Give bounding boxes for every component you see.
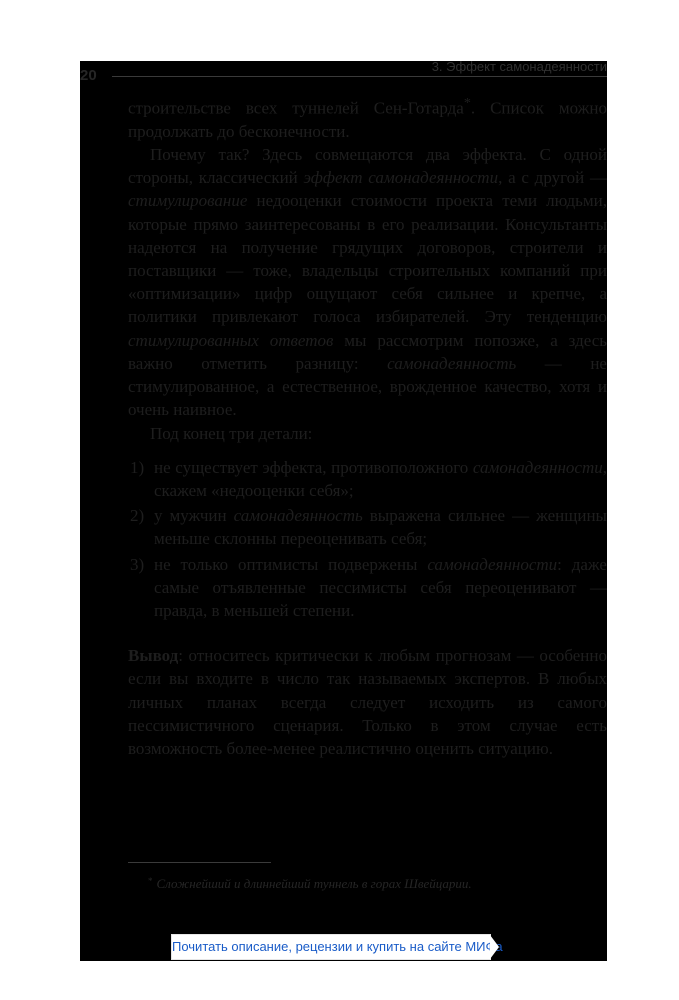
- paragraph-3: Под конец три детали:: [150, 423, 313, 443]
- book-page: [80, 61, 607, 961]
- footnote-ref: *: [463, 95, 471, 111]
- footnote-rule: [128, 862, 271, 863]
- detail-list: [128, 456, 607, 622]
- page-number: 20: [80, 67, 97, 84]
- header-rule: [112, 76, 607, 77]
- paragraph-2: Почему так? Здесь совмещаются два эффекта. С одной стороны, классический эффект самонадеянности, а с другой — стимулирование недооценки стоимости проекта теми людьми, которые прямо заинтересованы в его реализации. Консультанты надеются на получение грядущих договоров, строители и поставщики — тоже, владельцы строительных компаний при «оптимизации» цифр ощущают себя сильнее и крепче, а политики привлекают голоса избирателей. Эту тенденцию стимулированных ответов мы рассмотрим попозже, а здесь важно отметить разницу: самонадеянность — не стимулированное, а естественное, врожденное качество, хотя и очень наивное.: [128, 145, 607, 420]
- conclusion-paragraph: Вывод: относитесь критически к любым прогнозам — особенно если вы входите в число так называемых экспертов. В любых личных планах всегда следует исходить из самого пессимистичного сценария. Только в этом случае есть возможность более-менее реалистично оценить ситуацию.: [128, 646, 607, 758]
- footnote: * Сложнейший и длиннейший туннель в горах Швейцарии.: [148, 876, 472, 891]
- list-item: 3) не только оптимисты подвержены самонадеянности: даже самые отъявленные пессимисты себя переоценивают — правда, в меньшей степени.: [130, 554, 607, 620]
- list-item: 1) не существует эффекта, противоположного самонадеянности, скажем «недооценки себя»;: [130, 457, 607, 500]
- paragraph-1: строительстве всех туннелей Сен-Готарда*. Список можно продолжать до бесконечности.: [128, 95, 607, 141]
- running-head: 3. Эффект самонадеянности: [431, 61, 607, 74]
- conclusion-label: Вывод: [128, 646, 179, 666]
- body-text: [128, 92, 607, 760]
- buy-on-mif-link[interactable]: Почитать описание, рецензии и купить на сайте МИФа: [172, 935, 490, 959]
- list-item: 2) у мужчин самонадеянность выражена сильнее — женщины меньше склонны переоценивать себя;: [130, 506, 607, 549]
